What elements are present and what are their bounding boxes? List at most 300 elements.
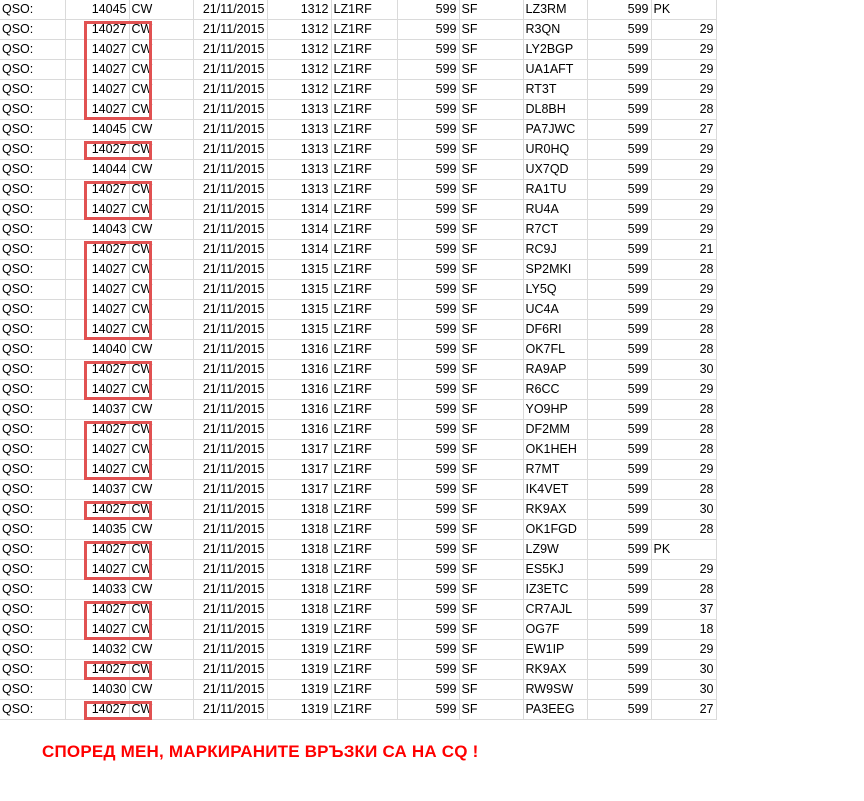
mode-cell: CW bbox=[129, 440, 193, 460]
sent-rst-cell: 599 bbox=[397, 480, 459, 500]
table-row bbox=[0, 440, 716, 460]
time-cell: 1312 bbox=[267, 0, 331, 20]
received-exchange-cell: 28 bbox=[651, 520, 716, 540]
record-type-cell: QSO: bbox=[0, 400, 65, 420]
mode-cell: CW bbox=[129, 40, 193, 60]
sent-call-cell: LZ1RF bbox=[331, 140, 397, 160]
received-call-cell: DF2MM bbox=[523, 420, 587, 440]
date-cell: 21/11/2015 bbox=[193, 660, 267, 680]
table-row bbox=[0, 160, 716, 180]
received-exchange-cell: 29 bbox=[651, 160, 716, 180]
sent-call-cell: LZ1RF bbox=[331, 200, 397, 220]
table-row bbox=[0, 660, 716, 680]
table-row bbox=[0, 20, 716, 40]
date-cell: 21/11/2015 bbox=[193, 460, 267, 480]
received-call-cell: DL8BH bbox=[523, 100, 587, 120]
received-call-cell: LY5Q bbox=[523, 280, 587, 300]
time-cell: 1317 bbox=[267, 480, 331, 500]
sent-rst-cell: 599 bbox=[397, 100, 459, 120]
sent-call-cell: LZ1RF bbox=[331, 20, 397, 40]
mode-cell: CW bbox=[129, 360, 193, 380]
table-row bbox=[0, 200, 716, 220]
time-cell: 1313 bbox=[267, 160, 331, 180]
sent-call-cell: LZ1RF bbox=[331, 260, 397, 280]
received-rst-cell: 599 bbox=[587, 540, 651, 560]
received-exchange-cell: 29 bbox=[651, 640, 716, 660]
sent-call-cell: LZ1RF bbox=[331, 400, 397, 420]
date-cell: 21/11/2015 bbox=[193, 240, 267, 260]
sent-exchange-cell: SF bbox=[459, 240, 523, 260]
sent-rst-cell: 599 bbox=[397, 220, 459, 240]
mode-cell: CW bbox=[129, 380, 193, 400]
received-exchange-cell: PK bbox=[651, 0, 716, 20]
received-rst-cell: 599 bbox=[587, 700, 651, 720]
mode-cell: CW bbox=[129, 560, 193, 580]
frequency-cell: 14027 bbox=[65, 300, 129, 320]
sent-exchange-cell: SF bbox=[459, 680, 523, 700]
sent-call-cell: LZ1RF bbox=[331, 380, 397, 400]
time-cell: 1312 bbox=[267, 40, 331, 60]
record-type-cell: QSO: bbox=[0, 140, 65, 160]
record-type-cell: QSO: bbox=[0, 600, 65, 620]
sent-call-cell: LZ1RF bbox=[331, 220, 397, 240]
table-row bbox=[0, 460, 716, 480]
sent-rst-cell: 599 bbox=[397, 240, 459, 260]
sent-call-cell: LZ1RF bbox=[331, 60, 397, 80]
sent-call-cell: LZ1RF bbox=[331, 80, 397, 100]
mode-cell: CW bbox=[129, 60, 193, 80]
table-row bbox=[0, 80, 716, 100]
received-rst-cell: 599 bbox=[587, 560, 651, 580]
mode-cell: CW bbox=[129, 620, 193, 640]
mode-cell: CW bbox=[129, 80, 193, 100]
received-call-cell: RK9AX bbox=[523, 500, 587, 520]
mode-cell: CW bbox=[129, 200, 193, 220]
received-call-cell: LZ3RM bbox=[523, 0, 587, 20]
sent-call-cell: LZ1RF bbox=[331, 0, 397, 20]
record-type-cell: QSO: bbox=[0, 0, 65, 20]
received-rst-cell: 599 bbox=[587, 400, 651, 420]
date-cell: 21/11/2015 bbox=[193, 620, 267, 640]
sent-call-cell: LZ1RF bbox=[331, 700, 397, 720]
received-rst-cell: 599 bbox=[587, 660, 651, 680]
received-exchange-cell: 28 bbox=[651, 400, 716, 420]
frequency-cell: 14045 bbox=[65, 120, 129, 140]
date-cell: 21/11/2015 bbox=[193, 480, 267, 500]
mode-cell: CW bbox=[129, 20, 193, 40]
received-exchange-cell: PK bbox=[651, 540, 716, 560]
time-cell: 1314 bbox=[267, 240, 331, 260]
sent-exchange-cell: SF bbox=[459, 460, 523, 480]
record-type-cell: QSO: bbox=[0, 200, 65, 220]
time-cell: 1318 bbox=[267, 520, 331, 540]
time-cell: 1314 bbox=[267, 200, 331, 220]
mode-cell: CW bbox=[129, 240, 193, 260]
sent-exchange-cell: SF bbox=[459, 260, 523, 280]
table-row bbox=[0, 100, 716, 120]
sent-exchange-cell: SF bbox=[459, 280, 523, 300]
mode-cell: CW bbox=[129, 580, 193, 600]
frequency-cell: 14027 bbox=[65, 560, 129, 580]
time-cell: 1315 bbox=[267, 300, 331, 320]
sent-exchange-cell: SF bbox=[459, 620, 523, 640]
received-exchange-cell: 18 bbox=[651, 620, 716, 640]
mode-cell: CW bbox=[129, 640, 193, 660]
received-rst-cell: 599 bbox=[587, 160, 651, 180]
sent-rst-cell: 599 bbox=[397, 560, 459, 580]
sent-rst-cell: 599 bbox=[397, 700, 459, 720]
sent-rst-cell: 599 bbox=[397, 540, 459, 560]
received-rst-cell: 599 bbox=[587, 340, 651, 360]
received-exchange-cell: 28 bbox=[651, 580, 716, 600]
received-exchange-cell: 28 bbox=[651, 440, 716, 460]
table-row bbox=[0, 260, 716, 280]
record-type-cell: QSO: bbox=[0, 580, 65, 600]
frequency-cell: 14035 bbox=[65, 520, 129, 540]
received-exchange-cell: 29 bbox=[651, 60, 716, 80]
mode-cell: CW bbox=[129, 300, 193, 320]
time-cell: 1313 bbox=[267, 120, 331, 140]
date-cell: 21/11/2015 bbox=[193, 40, 267, 60]
sent-rst-cell: 599 bbox=[397, 640, 459, 660]
date-cell: 21/11/2015 bbox=[193, 60, 267, 80]
record-type-cell: QSO: bbox=[0, 120, 65, 140]
frequency-cell: 14027 bbox=[65, 60, 129, 80]
sent-call-cell: LZ1RF bbox=[331, 440, 397, 460]
sent-rst-cell: 599 bbox=[397, 60, 459, 80]
received-call-cell: CR7AJL bbox=[523, 600, 587, 620]
received-rst-cell: 599 bbox=[587, 80, 651, 100]
frequency-cell: 14043 bbox=[65, 220, 129, 240]
received-exchange-cell: 29 bbox=[651, 200, 716, 220]
mode-cell: CW bbox=[129, 540, 193, 560]
sent-exchange-cell: SF bbox=[459, 300, 523, 320]
sent-exchange-cell: SF bbox=[459, 0, 523, 20]
received-rst-cell: 599 bbox=[587, 260, 651, 280]
mode-cell: CW bbox=[129, 480, 193, 500]
mode-cell: CW bbox=[129, 100, 193, 120]
date-cell: 21/11/2015 bbox=[193, 560, 267, 580]
received-exchange-cell: 29 bbox=[651, 40, 716, 60]
received-call-cell: IZ3ETC bbox=[523, 580, 587, 600]
received-exchange-cell: 28 bbox=[651, 260, 716, 280]
sent-call-cell: LZ1RF bbox=[331, 340, 397, 360]
sent-call-cell: LZ1RF bbox=[331, 40, 397, 60]
time-cell: 1316 bbox=[267, 340, 331, 360]
time-cell: 1319 bbox=[267, 620, 331, 640]
record-type-cell: QSO: bbox=[0, 560, 65, 580]
received-call-cell: RW9SW bbox=[523, 680, 587, 700]
sent-exchange-cell: SF bbox=[459, 200, 523, 220]
record-type-cell: QSO: bbox=[0, 180, 65, 200]
received-call-cell: R7CT bbox=[523, 220, 587, 240]
sent-exchange-cell: SF bbox=[459, 520, 523, 540]
time-cell: 1319 bbox=[267, 680, 331, 700]
table-row bbox=[0, 620, 716, 640]
sent-exchange-cell: SF bbox=[459, 500, 523, 520]
time-cell: 1315 bbox=[267, 320, 331, 340]
record-type-cell: QSO: bbox=[0, 620, 65, 640]
sent-rst-cell: 599 bbox=[397, 300, 459, 320]
date-cell: 21/11/2015 bbox=[193, 520, 267, 540]
frequency-cell: 14045 bbox=[65, 0, 129, 20]
table-row bbox=[0, 580, 716, 600]
received-rst-cell: 599 bbox=[587, 460, 651, 480]
mode-cell: CW bbox=[129, 0, 193, 20]
received-rst-cell: 599 bbox=[587, 220, 651, 240]
sent-rst-cell: 599 bbox=[397, 680, 459, 700]
record-type-cell: QSO: bbox=[0, 520, 65, 540]
date-cell: 21/11/2015 bbox=[193, 640, 267, 660]
sent-rst-cell: 599 bbox=[397, 80, 459, 100]
sent-call-cell: LZ1RF bbox=[331, 180, 397, 200]
record-type-cell: QSO: bbox=[0, 480, 65, 500]
received-call-cell: RT3T bbox=[523, 80, 587, 100]
received-call-cell: RC9J bbox=[523, 240, 587, 260]
record-type-cell: QSO: bbox=[0, 220, 65, 240]
date-cell: 21/11/2015 bbox=[193, 500, 267, 520]
received-rst-cell: 599 bbox=[587, 380, 651, 400]
record-type-cell: QSO: bbox=[0, 280, 65, 300]
received-exchange-cell: 29 bbox=[651, 20, 716, 40]
date-cell: 21/11/2015 bbox=[193, 220, 267, 240]
received-call-cell: OK1HEH bbox=[523, 440, 587, 460]
sent-rst-cell: 599 bbox=[397, 580, 459, 600]
date-cell: 21/11/2015 bbox=[193, 420, 267, 440]
mode-cell: CW bbox=[129, 400, 193, 420]
sent-exchange-cell: SF bbox=[459, 120, 523, 140]
date-cell: 21/11/2015 bbox=[193, 580, 267, 600]
received-exchange-cell: 29 bbox=[651, 380, 716, 400]
sent-call-cell: LZ1RF bbox=[331, 660, 397, 680]
record-type-cell: QSO: bbox=[0, 60, 65, 80]
date-cell: 21/11/2015 bbox=[193, 120, 267, 140]
sent-exchange-cell: SF bbox=[459, 580, 523, 600]
sent-call-cell: LZ1RF bbox=[331, 300, 397, 320]
mode-cell: CW bbox=[129, 460, 193, 480]
sent-rst-cell: 599 bbox=[397, 360, 459, 380]
received-call-cell: DF6RI bbox=[523, 320, 587, 340]
sent-exchange-cell: SF bbox=[459, 540, 523, 560]
sent-exchange-cell: SF bbox=[459, 600, 523, 620]
received-call-cell: PA7JWC bbox=[523, 120, 587, 140]
frequency-cell: 14027 bbox=[65, 500, 129, 520]
sent-exchange-cell: SF bbox=[459, 100, 523, 120]
time-cell: 1313 bbox=[267, 180, 331, 200]
received-rst-cell: 599 bbox=[587, 580, 651, 600]
date-cell: 21/11/2015 bbox=[193, 380, 267, 400]
frequency-cell: 14027 bbox=[65, 600, 129, 620]
table-row bbox=[0, 240, 716, 260]
received-call-cell: OG7F bbox=[523, 620, 587, 640]
table-row bbox=[0, 180, 716, 200]
received-rst-cell: 599 bbox=[587, 600, 651, 620]
sent-rst-cell: 599 bbox=[397, 120, 459, 140]
sent-rst-cell: 599 bbox=[397, 280, 459, 300]
date-cell: 21/11/2015 bbox=[193, 300, 267, 320]
received-rst-cell: 599 bbox=[587, 60, 651, 80]
date-cell: 21/11/2015 bbox=[193, 140, 267, 160]
received-exchange-cell: 29 bbox=[651, 300, 716, 320]
sent-exchange-cell: SF bbox=[459, 160, 523, 180]
received-rst-cell: 599 bbox=[587, 180, 651, 200]
mode-cell: CW bbox=[129, 700, 193, 720]
received-call-cell: UC4A bbox=[523, 300, 587, 320]
table-row bbox=[0, 120, 716, 140]
time-cell: 1319 bbox=[267, 660, 331, 680]
date-cell: 21/11/2015 bbox=[193, 0, 267, 20]
date-cell: 21/11/2015 bbox=[193, 340, 267, 360]
frequency-cell: 14027 bbox=[65, 700, 129, 720]
time-cell: 1316 bbox=[267, 420, 331, 440]
frequency-cell: 14027 bbox=[65, 320, 129, 340]
time-cell: 1315 bbox=[267, 260, 331, 280]
frequency-cell: 14030 bbox=[65, 680, 129, 700]
sent-call-cell: LZ1RF bbox=[331, 540, 397, 560]
sent-exchange-cell: SF bbox=[459, 80, 523, 100]
frequency-cell: 14027 bbox=[65, 620, 129, 640]
received-call-cell: RK9AX bbox=[523, 660, 587, 680]
sent-rst-cell: 599 bbox=[397, 380, 459, 400]
table-row bbox=[0, 420, 716, 440]
time-cell: 1319 bbox=[267, 700, 331, 720]
sent-rst-cell: 599 bbox=[397, 420, 459, 440]
record-type-cell: QSO: bbox=[0, 680, 65, 700]
mode-cell: CW bbox=[129, 180, 193, 200]
frequency-cell: 14027 bbox=[65, 80, 129, 100]
sent-exchange-cell: SF bbox=[459, 140, 523, 160]
frequency-cell: 14027 bbox=[65, 440, 129, 460]
table-row bbox=[0, 540, 716, 560]
record-type-cell: QSO: bbox=[0, 40, 65, 60]
record-type-cell: QSO: bbox=[0, 80, 65, 100]
sent-exchange-cell: SF bbox=[459, 320, 523, 340]
sent-exchange-cell: SF bbox=[459, 440, 523, 460]
date-cell: 21/11/2015 bbox=[193, 180, 267, 200]
sent-call-cell: LZ1RF bbox=[331, 420, 397, 440]
record-type-cell: QSO: bbox=[0, 500, 65, 520]
received-call-cell: RU4A bbox=[523, 200, 587, 220]
sent-exchange-cell: SF bbox=[459, 660, 523, 680]
frequency-cell: 14027 bbox=[65, 20, 129, 40]
table-row bbox=[0, 500, 716, 520]
sent-exchange-cell: SF bbox=[459, 400, 523, 420]
table-row bbox=[0, 640, 716, 660]
sent-exchange-cell: SF bbox=[459, 220, 523, 240]
time-cell: 1312 bbox=[267, 80, 331, 100]
received-rst-cell: 599 bbox=[587, 320, 651, 340]
table-row bbox=[0, 0, 716, 20]
sent-call-cell: LZ1RF bbox=[331, 520, 397, 540]
frequency-cell: 14027 bbox=[65, 40, 129, 60]
received-rst-cell: 599 bbox=[587, 420, 651, 440]
date-cell: 21/11/2015 bbox=[193, 440, 267, 460]
mode-cell: CW bbox=[129, 520, 193, 540]
sent-call-cell: LZ1RF bbox=[331, 360, 397, 380]
frequency-cell: 14027 bbox=[65, 420, 129, 440]
sent-call-cell: LZ1RF bbox=[331, 160, 397, 180]
sent-rst-cell: 599 bbox=[397, 620, 459, 640]
mode-cell: CW bbox=[129, 140, 193, 160]
time-cell: 1312 bbox=[267, 60, 331, 80]
sent-exchange-cell: SF bbox=[459, 480, 523, 500]
table-row bbox=[0, 360, 716, 380]
table-row bbox=[0, 520, 716, 540]
sent-rst-cell: 599 bbox=[397, 460, 459, 480]
frequency-cell: 14032 bbox=[65, 640, 129, 660]
received-rst-cell: 599 bbox=[587, 520, 651, 540]
time-cell: 1316 bbox=[267, 400, 331, 420]
record-type-cell: QSO: bbox=[0, 300, 65, 320]
received-rst-cell: 599 bbox=[587, 40, 651, 60]
received-rst-cell: 599 bbox=[587, 500, 651, 520]
sent-exchange-cell: SF bbox=[459, 700, 523, 720]
sent-rst-cell: 599 bbox=[397, 200, 459, 220]
sent-call-cell: LZ1RF bbox=[331, 560, 397, 580]
record-type-cell: QSO: bbox=[0, 380, 65, 400]
sent-rst-cell: 599 bbox=[397, 20, 459, 40]
time-cell: 1316 bbox=[267, 380, 331, 400]
received-rst-cell: 599 bbox=[587, 480, 651, 500]
sent-rst-cell: 599 bbox=[397, 500, 459, 520]
record-type-cell: QSO: bbox=[0, 20, 65, 40]
sent-exchange-cell: SF bbox=[459, 640, 523, 660]
date-cell: 21/11/2015 bbox=[193, 540, 267, 560]
sent-call-cell: LZ1RF bbox=[331, 500, 397, 520]
frequency-cell: 14027 bbox=[65, 240, 129, 260]
table-row bbox=[0, 280, 716, 300]
table-row bbox=[0, 140, 716, 160]
received-call-cell: YO9HP bbox=[523, 400, 587, 420]
frequency-cell: 14044 bbox=[65, 160, 129, 180]
received-call-cell: UR0HQ bbox=[523, 140, 587, 160]
table-row bbox=[0, 700, 716, 720]
received-exchange-cell: 29 bbox=[651, 180, 716, 200]
sent-exchange-cell: SF bbox=[459, 560, 523, 580]
table-row bbox=[0, 600, 716, 620]
time-cell: 1315 bbox=[267, 280, 331, 300]
record-type-cell: QSO: bbox=[0, 260, 65, 280]
sent-call-cell: LZ1RF bbox=[331, 320, 397, 340]
sent-rst-cell: 599 bbox=[397, 160, 459, 180]
mode-cell: CW bbox=[129, 260, 193, 280]
time-cell: 1318 bbox=[267, 580, 331, 600]
time-cell: 1313 bbox=[267, 140, 331, 160]
table-row bbox=[0, 40, 716, 60]
received-exchange-cell: 21 bbox=[651, 240, 716, 260]
frequency-cell: 14027 bbox=[65, 380, 129, 400]
frequency-cell: 14033 bbox=[65, 580, 129, 600]
frequency-cell: 14027 bbox=[65, 260, 129, 280]
frequency-cell: 14037 bbox=[65, 480, 129, 500]
date-cell: 21/11/2015 bbox=[193, 280, 267, 300]
received-exchange-cell: 30 bbox=[651, 660, 716, 680]
mode-cell: CW bbox=[129, 680, 193, 700]
mode-cell: CW bbox=[129, 220, 193, 240]
sent-exchange-cell: SF bbox=[459, 340, 523, 360]
received-call-cell: LZ9W bbox=[523, 540, 587, 560]
frequency-cell: 14040 bbox=[65, 340, 129, 360]
record-type-cell: QSO: bbox=[0, 340, 65, 360]
record-type-cell: QSO: bbox=[0, 240, 65, 260]
received-exchange-cell: 27 bbox=[651, 700, 716, 720]
received-exchange-cell: 29 bbox=[651, 220, 716, 240]
mode-cell: CW bbox=[129, 160, 193, 180]
record-type-cell: QSO: bbox=[0, 100, 65, 120]
received-exchange-cell: 29 bbox=[651, 280, 716, 300]
sent-rst-cell: 599 bbox=[397, 180, 459, 200]
time-cell: 1314 bbox=[267, 220, 331, 240]
